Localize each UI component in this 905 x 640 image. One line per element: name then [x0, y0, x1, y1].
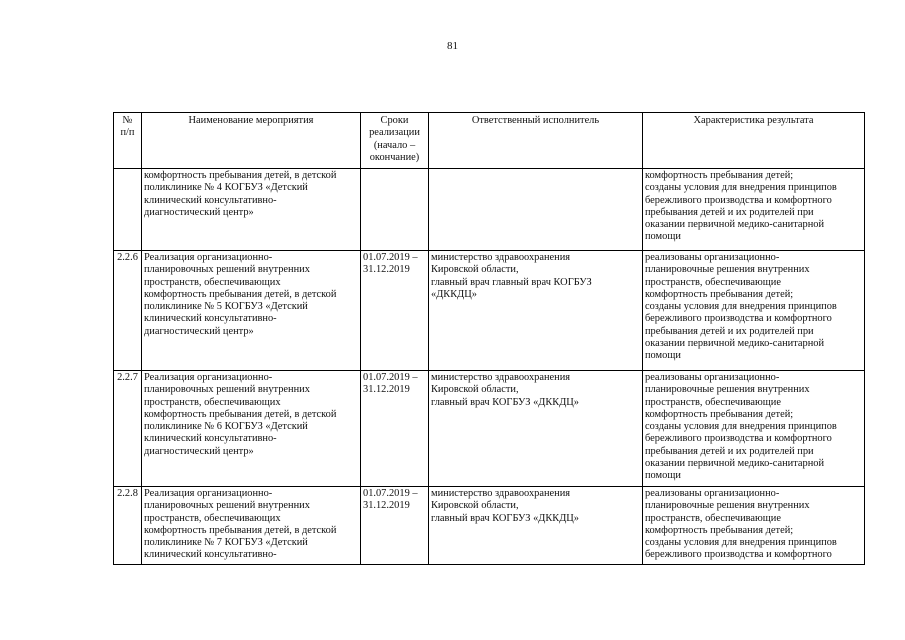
cell-text-line: реализованы организационно-: [645, 488, 780, 499]
cell-text-line: оказании первичной медико-санитарной: [645, 338, 825, 350]
cell-text-line: поликлинике № 7 КОГБУЗ «Детский: [144, 537, 308, 549]
cell-text-line: комфортность пребывания детей, в детской: [144, 170, 337, 181]
cell-text-line: 31.12.2019: [363, 264, 410, 276]
cell-num: [114, 169, 142, 251]
cell-text-line: (начало –: [373, 139, 416, 151]
cell-text-line: поликлинике № 4 КОГБУЗ «Детский: [144, 182, 308, 194]
cell-text-line: 31.12.2019: [363, 384, 410, 396]
cell-text-line: реализованы организационно-: [645, 372, 780, 383]
cell-text-line: пространств, обеспечивающие: [645, 512, 781, 524]
cell-text-line: диагностический центр»: [144, 445, 254, 457]
cell-text-line: пространств, обеспечивающих: [144, 512, 281, 524]
cell-text-line: министерство здравоохранения: [431, 488, 571, 499]
cell-text-line: комфортность пребывания детей;: [645, 408, 794, 420]
cell-text-line: Наименование мероприятия: [188, 115, 314, 126]
cell-text-line: Реализация организационно-: [144, 488, 273, 499]
cell-result: [643, 251, 865, 371]
cell-result: [643, 169, 865, 251]
cell-text-line: реализации: [369, 127, 420, 139]
cell-name: [142, 251, 361, 371]
table-row: [114, 487, 865, 565]
table-row: [114, 251, 865, 371]
header-term: [361, 113, 429, 169]
table-row: [114, 371, 865, 487]
cell-text-line: бережливого производства и комфортного: [645, 194, 832, 206]
cell-text-line: планировочных решений внутренних: [144, 500, 310, 512]
cell-result: [643, 487, 865, 565]
cell-text-line: клинический консультативно-: [144, 549, 277, 561]
cell-text-line: созданы условия для внедрения принципов: [645, 301, 837, 313]
cell-text-line: 01.07.2019 –: [363, 252, 418, 263]
cell-responsible: [429, 487, 643, 565]
header-result: [643, 113, 865, 169]
cell-term: [361, 169, 429, 251]
cell-text-line: созданы условия для внедрения принципов: [645, 421, 837, 433]
cell-text-line: 31.12.2019: [363, 500, 410, 512]
cell-text-line: комфортность пребывания детей;: [645, 170, 794, 181]
cell-text-line: №: [122, 115, 133, 126]
cell-text-line: Ответственный исполнитель: [471, 115, 600, 126]
cell-text-line: диагностический центр»: [144, 206, 254, 218]
cell-text-line: планировочные решения внутренних: [645, 384, 810, 396]
cell-text-line: оказании первичной медико-санитарной: [645, 458, 825, 470]
cell-term: [361, 251, 429, 371]
cell-text-line: клинический консультативно-: [144, 433, 277, 445]
cell-text-line: комфортность пребывания детей;: [645, 524, 794, 536]
cell-text-line: клинический консультативно-: [144, 313, 277, 325]
cell-text-line: Реализация организационно-: [144, 252, 273, 263]
page-number: 81: [447, 40, 458, 52]
cell-name: [142, 487, 361, 565]
table-row: [114, 169, 865, 251]
header-responsible: [429, 113, 643, 169]
cell-text-line: Реализация организационно-: [144, 372, 273, 383]
cell-text-line: п/п: [120, 127, 135, 139]
cell-text-line: Сроки: [380, 115, 409, 126]
cell-text-line: пребывания детей и их родителей при: [645, 445, 814, 457]
cell-text-line: клинический консультативно-: [144, 194, 277, 206]
cell-text-line: бережливого производства и комфортного: [645, 313, 832, 325]
cell-text-line: бережливого производства и комфортного: [645, 549, 832, 561]
cell-text-line: диагностический центр»: [144, 325, 254, 337]
cell-text-line: планировочных решений внутренних: [144, 264, 310, 276]
cell-text-line: бережливого производства и комфортного: [645, 433, 832, 445]
cell-responsible: [429, 251, 643, 371]
cell-text-line: главный врач КОГБУЗ «ДККДЦ»: [431, 512, 579, 524]
cell-responsible: [429, 371, 643, 487]
cell-text-line: комфортность пребывания детей;: [645, 288, 794, 300]
cell-text-line: помощи: [645, 231, 681, 243]
cell-term: [361, 487, 429, 565]
header-name: [142, 113, 361, 169]
cell-text-line: главный врач КОГБУЗ «ДККДЦ»: [431, 396, 579, 408]
cell-text-line: 01.07.2019 –: [363, 372, 418, 383]
cell-text-line: пространств, обеспечивающие: [645, 396, 781, 408]
cell-text-line: Кировской области,: [431, 264, 519, 276]
cell-text-line: Характеристика результата: [693, 115, 814, 126]
cell-result: [643, 371, 865, 487]
cell-text-line: помощи: [645, 350, 681, 362]
cell-text-line: 01.07.2019 –: [363, 488, 418, 499]
header-num: [114, 113, 142, 169]
cell-text-line: окончание): [369, 151, 420, 163]
cell-text-line: созданы условия для внедрения принципов: [645, 182, 837, 194]
cell-text-line: планировочные решения внутренних: [645, 500, 810, 512]
cell-text-line: реализованы организационно-: [645, 252, 780, 263]
cell-num: 2.2.7: [114, 371, 142, 487]
cell-text-line: помощи: [645, 470, 681, 482]
cell-text-line: комфортность пребывания детей, в детской: [144, 524, 337, 536]
cell-text-line: комфортность пребывания детей, в детской: [144, 288, 337, 300]
cell-text-line: Кировской области,: [431, 500, 519, 512]
cell-term: [361, 371, 429, 487]
activities-table: [113, 112, 865, 565]
cell-text-line: главный врач главный врач КОГБУЗ: [431, 276, 592, 288]
cell-num: 2.2.8: [114, 487, 142, 565]
cell-text-line: Кировской области,: [431, 384, 519, 396]
cell-text-line: «ДККДЦ»: [431, 288, 477, 300]
cell-name: [142, 169, 361, 251]
cell-text-line: пространств, обеспечивающих: [144, 276, 281, 288]
cell-responsible: [429, 169, 643, 251]
cell-text-line: министерство здравоохранения: [431, 372, 571, 383]
cell-text-line: поликлинике № 5 КОГБУЗ «Детский: [144, 301, 308, 313]
cell-text-line: планировочные решения внутренних: [645, 264, 810, 276]
cell-text-line: планировочных решений внутренних: [144, 384, 310, 396]
cell-text-line: созданы условия для внедрения принципов: [645, 537, 837, 549]
cell-text-line: пребывания детей и их родителей при: [645, 325, 814, 337]
cell-text-line: пространств, обеспечивающие: [645, 276, 781, 288]
cell-text-line: поликлинике № 6 КОГБУЗ «Детский: [144, 421, 308, 433]
cell-text-line: пребывания детей и их родителей при: [645, 206, 814, 218]
cell-text-line: министерство здравоохранения: [431, 252, 571, 263]
cell-text-line: оказании первичной медико-санитарной: [645, 219, 825, 231]
cell-name: [142, 371, 361, 487]
cell-text-line: пространств, обеспечивающих: [144, 396, 281, 408]
cell-num: 2.2.6: [114, 251, 142, 371]
table-header-row: [114, 113, 865, 169]
cell-text-line: комфортность пребывания детей, в детской: [144, 408, 337, 420]
